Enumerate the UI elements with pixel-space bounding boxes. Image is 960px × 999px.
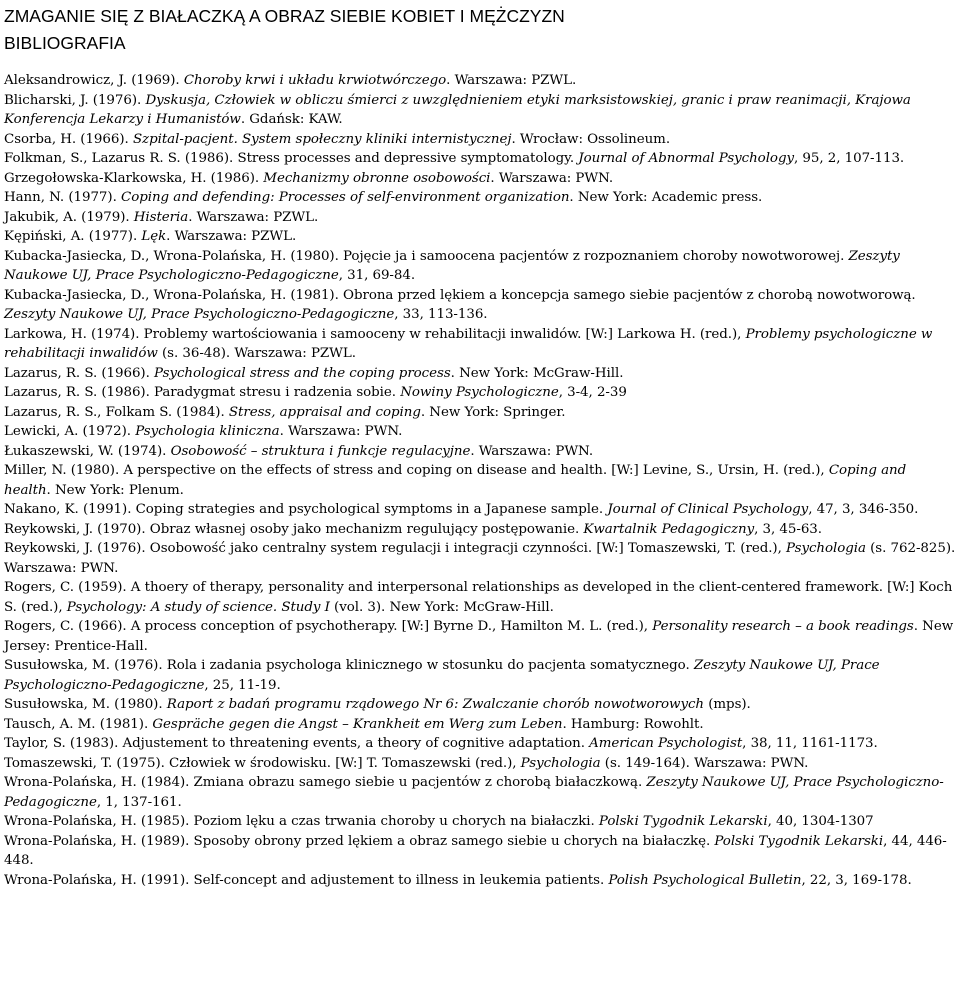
entry-text: Lazarus, R. S., Folkam S. (1984). [4,404,229,420]
bibliography-entry [4,812,956,832]
entry-text: , 1, 137-161. [96,794,182,810]
bibliography-entry [4,520,956,540]
entry-title-italic: Nowiny Psychologiczne [400,385,559,400]
bibliography-entry [4,578,956,617]
bibliography-entry [4,130,956,150]
entry-text: Aleksandrowicz, J. (1969). [4,73,184,88]
entry-text: Rogers, C. (1959). A thoery of therapy, personality and interpersonal relationships as developed in the client-centered framework. [W:] Koch S. (red.), [4,580,953,615]
entry-text: Susułowska, M. (1976). Rola i zadania psychologa klinicznego w stosunku do pacjenta somatycznego. [4,658,694,673]
entry-text: Reykowski, J. (1970). Obraz własnej osoby jako mechanizm regulujący postępowanie. [4,521,584,537]
entry-title-italic: Lęk [141,229,167,244]
entry-text: Lewicki, A. (1972). [4,424,136,439]
bibliography-entry [4,734,956,754]
entry-title-italic: Raport z badań programu rządowego Nr 6: Zwalczanie chorób nowotworowych [166,697,705,712]
entry-title-italic: Problemy psychologiczne w rehabilitacji inwalidów [4,326,933,361]
entry-text: Grzegołowska-Klarkowska, H. (1986). [4,170,264,186]
entry-text: . New York: Plenum. [46,482,184,498]
bibliography-entry [4,754,956,774]
entry-text: . Gdańsk: KAW. [240,112,343,127]
entry-text: Csorba, H. (1966). [4,131,133,147]
entry-text: , 47, 3, 346-350. [808,502,919,517]
entry-text: , 25, 11-19. [204,677,281,693]
bibliography-entry [4,208,956,228]
bibliography-entry [4,461,956,500]
bibliography-entry [4,715,956,735]
bibliography-entry [4,364,956,384]
entry-text: , 95, 2, 107-113. [793,151,905,166]
entry-text: . New York: Springer. [420,404,566,420]
entry-title-italic: Polish Psychological Bulletin [608,872,802,888]
entry-text: , 44, 446-448. [4,833,947,868]
bibliography-entry [4,539,956,578]
entry-title-italic: Psychological stress and the coping process [154,365,451,381]
entry-title-italic: Polski Tygodnik Lekarski [598,814,768,829]
entry-text: , 40, 1304-1307 [767,814,874,829]
bibliography-entry [4,500,956,520]
bibliography-entry [4,71,956,91]
entry-text: . Wrocław: Ossolineum. [511,131,671,147]
entry-text: . Warszawa: PZWL. [166,229,297,244]
bibliography-entry [4,383,956,403]
entry-title-italic: Dyskusja, Człowiek w obliczu śmierci z uwzględnieniem etyki marksistowskiej, granic i praw reanimacji, Krajowa Konferencja Lekarzy i Humanistów [4,92,911,127]
entry-text: . Warszawa: PZWL. [446,73,577,88]
entry-title-italic: Journal of Abnormal Psychology [578,151,794,166]
entry-text: (s. 149-164). Warszawa: PWN. [600,755,809,771]
entry-text: , 3, 45-63. [754,521,822,537]
entry-title-italic: Psychologia kliniczna [135,424,280,439]
entry-text: . Warszawa: PWN. [490,170,614,186]
entry-text: Nakano, K. (1991). Coping strategies and psychological symptoms in a Japanese sample. [4,502,608,517]
entry-title-italic: Personality research – a book readings [652,619,914,634]
entry-title-italic: American Psychologist [589,736,743,751]
spacer [4,57,956,71]
entry-text: (mps). [704,697,751,712]
entry-title-italic: Stress, appraisal and coping [228,404,421,420]
bibliography-entry [4,695,956,715]
bibliography-entry [4,403,956,423]
entry-title-italic: Zeszyty Naukowe UJ, Prace Psychologiczno-Pedagogiczne [4,658,880,693]
entry-title-italic: Szpital-pacjent. System społeczny kliniki internistycznej [132,131,512,147]
entry-text: . New York: Academic press. [569,190,763,205]
entry-text: Lazarus, R. S. (1966). [4,365,155,381]
entry-text: (vol. 3). New York: McGraw-Hill. [329,599,554,615]
bibliography-list [4,71,956,890]
section-heading: BIBLIOGRAFIA [4,33,126,53]
entry-text: Lazarus, R. S. (1986). Paradygmat stresu i radzenia sobie. [4,385,401,400]
entry-text: Jakubik, A. (1979). [4,209,134,225]
entry-title-italic: Coping and defending: Processes of self-environment organization [121,190,570,205]
entry-text: Tausch, A. M. (1981). [4,716,153,732]
entry-text: Wrona-Polańska, H. (1985). Poziom lęku a czas trwania choroby u chorych na białaczki. [4,814,599,829]
entry-text: Folkman, S., Lazarus R. S. (1986). Stress processes and depressive symptomatology. [4,151,579,166]
entry-title-italic: Choroby krwi i układu krwiotwórczego [183,73,447,88]
bibliography-entry [4,247,956,286]
bibliography-entry [4,325,956,364]
entry-text: , 38, 11, 1161-1173. [742,736,878,751]
bibliography-entry [4,169,956,189]
entry-title-italic: Zeszyty Naukowe UJ, Prace Psychologiczno-Pedagogiczne [4,307,395,322]
entry-text: . New York: McGraw-Hill. [450,365,624,381]
entry-text: Blicharski, J. (1976). [4,92,146,108]
entry-title-italic: Zeszyty Naukowe UJ, Prace Psychologiczno-Pedagogiczne [4,775,944,810]
entry-text: Kubacka-Jasiecka, D., Wrona-Polańska, H. (1980). Pojęcie ja i samoocena pacjentów z rozpoznaniem choroby nowotworowej. [4,248,849,264]
entry-title-italic: Osobowość – struktura i funkcje regulacyjne [170,443,471,459]
bibliography-entry [4,832,956,871]
entry-text: . Warszawa: PZWL. [188,209,319,225]
entry-text: . Warszawa: PWN. [279,424,403,439]
entry-title-italic: Mechanizmy obronne osobowości [263,170,491,186]
entry-text: Tomaszewski, T. (1975). Człowiek w środowisku. [W:] T. Tomaszewski (red.), [4,755,521,771]
entry-title-italic: Kwartalnik Pedagogiczny [583,521,755,537]
entry-text: (s. 762-825). Warszawa: PWN. [4,541,956,576]
bibliography-entry [4,617,956,656]
bibliography-entry [4,188,956,208]
entry-text: . Warszawa: PWN. [470,443,594,459]
entry-text: Rogers, C. (1966). A process conception of psychotherapy. [W:] Byrne D., Hamilton M. L. (red.), [4,619,653,634]
entry-title-italic: Psychologia [520,755,601,771]
entry-text: Kępiński, A. (1977). [4,229,142,244]
entry-text: , 3-4, 2-39 [558,385,627,400]
entry-text: , 33, 113-136. [394,307,488,322]
bibliography-entry [4,149,956,169]
document-title: ZMAGANIE SIĘ Z BIAŁACZKĄ A OBRAZ SIEBIE KOBIET I MĘŻCZYZN [4,6,565,26]
entry-title-italic: Psychology: A study of science. Study I [66,599,330,615]
entry-text: Larkowa, H. (1974). Problemy wartościowania i samooceny w rehabilitacji inwalidów. [W:] Larkowa H. (red.), [4,326,746,342]
entry-text: Susułowska, M. (1980). [4,697,167,712]
bibliography-entry [4,773,956,812]
entry-text: Miller, N. (1980). A perspective on the effects of stress and coping on disease and health. [W:] Levine, S., Ursin, H. (red.), [4,463,829,478]
entry-text: Wrona-Polańska, H. (1991). Self-concept and adjustement to illness in leukemia patients. [4,872,609,888]
entry-text: Hann, N. (1977). [4,190,121,205]
entry-title-italic: Histeria [133,209,189,225]
entry-text: , 31, 69-84. [338,268,416,283]
entry-text: Reykowski, J. (1976). Osobowość jako centralny system regulacji i integracji czynności. [W:] Tomaszewski, T. (red.), [4,541,787,556]
bibliography-entry [4,227,956,247]
entry-text: , 22, 3, 169-178. [801,872,912,888]
entry-text: Łukaszewski, W. (1974). [4,443,171,459]
entry-text: Kubacka-Jasiecka, D., Wrona-Polańska, H. (1981). Obrona przed lękiem a koncepcja samego siebie pacjentów z chorobą nowotworową. [4,287,916,303]
entry-title-italic: Gespräche gegen die Angst – Krankheit em Werg zum Leben [152,716,563,732]
entry-text: (s. 36-48). Warszawa: PZWL. [157,346,356,361]
entry-title-italic: Psychologia [786,541,866,556]
document-page [4,3,956,890]
entry-title-italic: Journal of Clinical Psychology [607,502,809,517]
bibliography-entry [4,91,956,130]
entry-title-italic: Polski Tygodnik Lekarski [714,833,884,849]
entry-text: . New Jersey: Prentice-Hall. [4,619,954,654]
bibliography-entry [4,422,956,442]
entry-title-italic: Coping and health [4,463,907,498]
entry-text: Wrona-Polańska, H. (1984). Zmiana obrazu samego siebie u pacjentów z chorobą białaczkową. [4,775,647,790]
bibliography-entry [4,871,956,891]
entry-title-italic: Zeszyty Naukowe UJ, Prace Psychologiczno-Pedagogiczne [4,248,900,283]
bibliography-entry [4,656,956,695]
entry-text: Wrona-Polańska, H. (1989). Sposoby obrony przed lękiem a obraz samego siebie u chorych na białaczkę. [4,833,715,849]
entry-text: Taylor, S. (1983). Adjustement to threatening events, a theory of cognitive adaptation. [4,736,590,751]
bibliography-entry [4,286,956,325]
bibliography-entry [4,442,956,462]
entry-text: . Hamburg: Rowohlt. [562,716,704,732]
